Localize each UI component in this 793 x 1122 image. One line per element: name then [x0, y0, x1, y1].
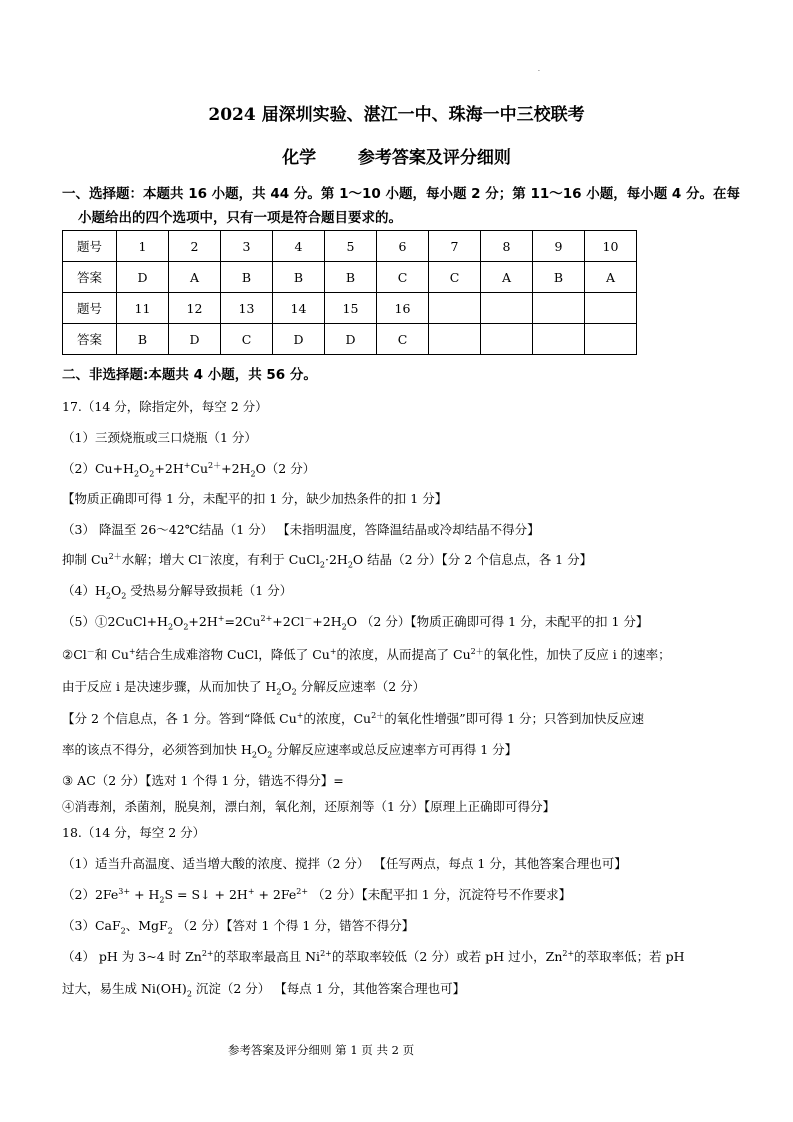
table-cell: 13: [221, 293, 273, 324]
table-cell: 1: [117, 231, 169, 262]
section1-heading: 一、选择题：本题共 16 小题，共 44 分。第 1～10 小题，每小题 2 分；第 11～16 小题，每小题 4 分。在每: [62, 186, 741, 202]
table-cell: 答案: [63, 324, 117, 355]
table-cell: [585, 324, 637, 355]
q17-part10: ③ AC（2 分）【选对 1 个得 1 分，错选不得分】=: [62, 773, 344, 788]
table-cell: [429, 324, 481, 355]
q17-part5: $(5)①2CuCl+H_2O_2+2H^+=2Cu^{2+}+2Cl^-+2H_2O$ （2 分）【物质正确即可得 1 分，未配平的扣 1 分】: [62, 613, 649, 632]
table-row: [63, 231, 637, 262]
q18-part5: 过大，易生成 $Ni(OH)_2$ 沉淀（2 分） 【每点 1 分，其他答案合理也可】: [62, 981, 466, 999]
q17-part6: ②Cl－和 Cu+结合生成难溶物 CuCl，降低了 Cu+的浓度，从而提高了 $Cu^{2+}$的氧化性，加快了反应 i 的速率；: [62, 646, 671, 662]
q17-part9: 率的该点不得分，必须答到加快 $H_2O_2$ 分解反应速率或总反应速率方可再得 1 分】: [62, 742, 518, 760]
q17-part3b: 抑制 $Cu^{2+}$水解；增大 Cl－浓度，有利于 $CuCl_2\cdot 2H_2O$ 结晶（2 分）【分 2 个信息点，各 1 分】: [62, 551, 593, 570]
answer-table: [62, 230, 637, 355]
table-cell: A: [585, 262, 637, 293]
page-footer: 参考答案及评分细则 第 1 页 共 2 页: [228, 1043, 415, 1057]
q17-part2-note: 【物质正确即可得 1 分，未配平的扣 1 分，缺少加热条件的扣 1 分】: [62, 491, 448, 506]
table-row: [63, 293, 637, 324]
q17-part1: （1）三颈烧瓶或三口烧瓶（1 分）: [62, 430, 257, 445]
table-cell: D: [273, 324, 325, 355]
table-cell: 题号: [63, 231, 117, 262]
q17-part7: 由于反应 i 是决速步骤，从而加快了 $H_2O_2$ 分解反应速率（2 分）: [62, 679, 426, 697]
table-cell: [429, 293, 481, 324]
section1-heading-cont: 小题给出的四个选项中，只有一项是符合题目要求的。: [78, 210, 402, 226]
q18-part4: （4） pH 为 3~4 时 $Zn^{2+}$的萃取率最高且 $Ni^{2+}$的萃取率较低（2 分）或若 pH 过小，$Zn^{2+}$的萃取率低；若 pH: [62, 948, 685, 964]
q17-part11: ④消毒剂，杀菌剂，脱臭剂，漂白剂，氧化剂，还原剂等（1 分）【原理上正确即可得分】: [62, 799, 556, 814]
table-cell: D: [117, 262, 169, 293]
q17-part2: $(2)Cu+H_2O_2+2H^+Cu^{2+}+2H_2O(2$ 分）: [62, 460, 316, 479]
table-cell: 6: [377, 231, 429, 262]
q17-head: 17.（14 分，除指定外，每空 2 分）: [62, 399, 268, 414]
table-cell: D: [169, 324, 221, 355]
table-cell: 8: [481, 231, 533, 262]
table-cell: 5: [325, 231, 377, 262]
table-cell: B: [221, 262, 273, 293]
page-subtitle: [0, 143, 793, 168]
table-cell: 题号: [63, 293, 117, 324]
table-cell: 16: [377, 293, 429, 324]
table-cell: 2: [169, 231, 221, 262]
table-cell: C: [377, 262, 429, 293]
table-cell: 7: [429, 231, 481, 262]
table-cell: 答案: [63, 262, 117, 293]
page-total: 2: [391, 1043, 399, 1057]
table-cell: 14: [273, 293, 325, 324]
q18-part1: （1）适当升高温度、适当增大酸的浓度、搅拌（2 分） 【任写两点，每点 1 分，其他答案合理也可】: [62, 856, 627, 871]
table-cell: D: [325, 324, 377, 355]
q18-head: 18.（14 分，每空 2 分）: [62, 825, 206, 840]
table-cell: B: [533, 262, 585, 293]
table-cell: 10: [585, 231, 637, 262]
page-number: 1: [350, 1043, 358, 1057]
table-cell: A: [481, 262, 533, 293]
table-cell: [481, 293, 533, 324]
table-cell: B: [325, 262, 377, 293]
section2-heading: 二、非选择题:本题共 4 小题，共 56 分。: [62, 367, 317, 383]
table-cell: A: [169, 262, 221, 293]
q18-part2: $(2)2Fe^{3+} + H_2S$ = S↓ + $2H^+ + 2Fe^{2+}$ （2 分）【未配平扣 1 分，沉淀符号不作要求】: [62, 886, 572, 905]
table-cell: 15: [325, 293, 377, 324]
q18-part3: （3）CaF$_2$、MgF$_2$ （2 分）【答对 1 个得 1 分，错答不得分】: [62, 918, 415, 936]
table-cell: C: [377, 324, 429, 355]
table-cell: C: [221, 324, 273, 355]
subject-label: 化学: [282, 148, 317, 168]
table-cell: 4: [273, 231, 325, 262]
table-cell: [533, 324, 585, 355]
q17-part3: （3） 降温至 26～42℃结晶（1 分） 【未指明温度，答降温结晶或冷却结晶不得分】: [62, 522, 540, 537]
table-cell: 12: [169, 293, 221, 324]
table-cell: [585, 293, 637, 324]
subtitle-label: 参考答案及评分细则: [357, 148, 511, 168]
table-cell: [481, 324, 533, 355]
table-cell: B: [117, 324, 169, 355]
table-row: [63, 262, 637, 293]
table-row: [63, 324, 637, 355]
table-cell: 3: [221, 231, 273, 262]
page-title: 2024 届深圳实验、湛江一中、珠海一中三校联考: [208, 105, 585, 125]
table-cell: C: [429, 262, 481, 293]
scan-dot: ·: [538, 68, 540, 75]
table-cell: 11: [117, 293, 169, 324]
table-cell: 9: [533, 231, 585, 262]
table-cell: B: [273, 262, 325, 293]
q17-part8: 【分 2 个信息点，各 1 分。答到“降低 Cu+的浓度，$Cu^{2+}$的氧化性增强”即可得 1 分；只答到加快反应速: [62, 710, 644, 726]
table-cell: [533, 293, 585, 324]
q17-part4: $(4)H_2O_2$ 受热易分解导致损耗（1 分）: [62, 583, 293, 601]
